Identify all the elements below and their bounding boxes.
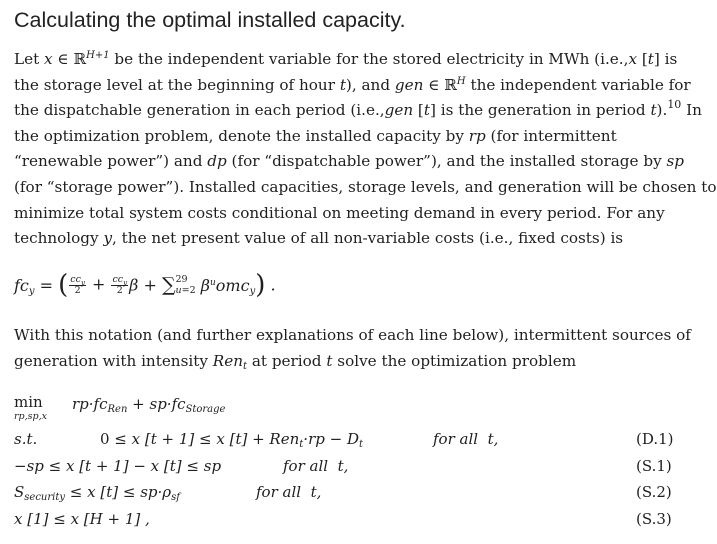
equation-tag-s2: (S.2) bbox=[636, 483, 672, 501]
constraint-d1-forall: for all t, bbox=[433, 430, 499, 448]
text-line-1: Let x ∈ ℝ$^{H+1}$ be the independent variable for the stored electricity in MWh (i.e.,x [t] is bbox=[14, 50, 678, 68]
text-line-9: With this notation (and further explanations of each line below), intermittent sources of bbox=[14, 326, 691, 344]
constraint-s1: −sp ≤ x [t + 1] − x [t] ≤ sp bbox=[14, 457, 222, 475]
text-line-10: generation with intensity Ren$_t$ at period t solve the optimization problem bbox=[14, 351, 577, 372]
text-line-4: the optimization problem, denote the installed capacity by rp (for intermittent bbox=[14, 126, 617, 145]
text-line-7: minimize total system costs conditional on meeting demand in every period. For any bbox=[14, 203, 665, 222]
constraint-d1: 0 ≤ x [t + 1] ≤ x $[t] + Ren_t\cdot rp - D_t$ bbox=[100, 430, 363, 450]
paragraph-definitions bbox=[14, 47, 717, 252]
equation-tag-s1: (S.1) bbox=[636, 457, 672, 475]
text-line-2: the storage level at the beginning of hour t), and gen ∈ ℝ$^H$ the independent variable for bbox=[14, 75, 691, 94]
text-line-6: (for “storage power”). Installed capacities, storage levels, and generation will be chosen to bbox=[14, 177, 717, 196]
constraint-s2: $S_{security} \le x$ $[t] \le sp\cdot\rho_{sf}$ bbox=[14, 483, 180, 503]
text-line-3: the dispatchable generation in each period (i.e.,gen [t] is the generation in period t).$^{10}$ In bbox=[14, 98, 702, 120]
section-heading: Calculating the optimal installed capacity. bbox=[14, 8, 406, 32]
min-subscript: rp,sp,x bbox=[14, 411, 47, 422]
min-operator: min bbox=[14, 393, 43, 411]
constraint-d1-label: s.t. bbox=[14, 430, 38, 448]
constraint-s1-forall: for all t, bbox=[283, 457, 349, 475]
equation-tag-d1: (D.1) bbox=[636, 430, 674, 448]
equation-tag-s3: (S.3) bbox=[636, 510, 672, 528]
paragraph-optimization-intro bbox=[14, 323, 691, 374]
objective-function: $rp\cdot fc_{Ren} + sp\cdot fc_{Storage}$ bbox=[72, 395, 226, 415]
text-line-5: “renewable power”) and dp (for “dispatchable power”), and the installed storage by sp bbox=[14, 152, 685, 171]
footnote-marker[interactable]: 10 bbox=[667, 98, 682, 112]
fixed-cost-equation: $fc_y$ = ( $\frac{cc_y}{2}$ + $\frac{cc_y}{2}$ β + ∑ 29 u=2 $\beta^uomc_y$) . bbox=[14, 270, 276, 300]
constraint-s2-forall: for all t, bbox=[256, 483, 322, 501]
constraint-s3: x [1] ≤ x [H + 1] , bbox=[14, 510, 150, 528]
text-line-8: technology y, the net present value of all non-variable costs (i.e., fixed costs) is bbox=[14, 229, 624, 248]
